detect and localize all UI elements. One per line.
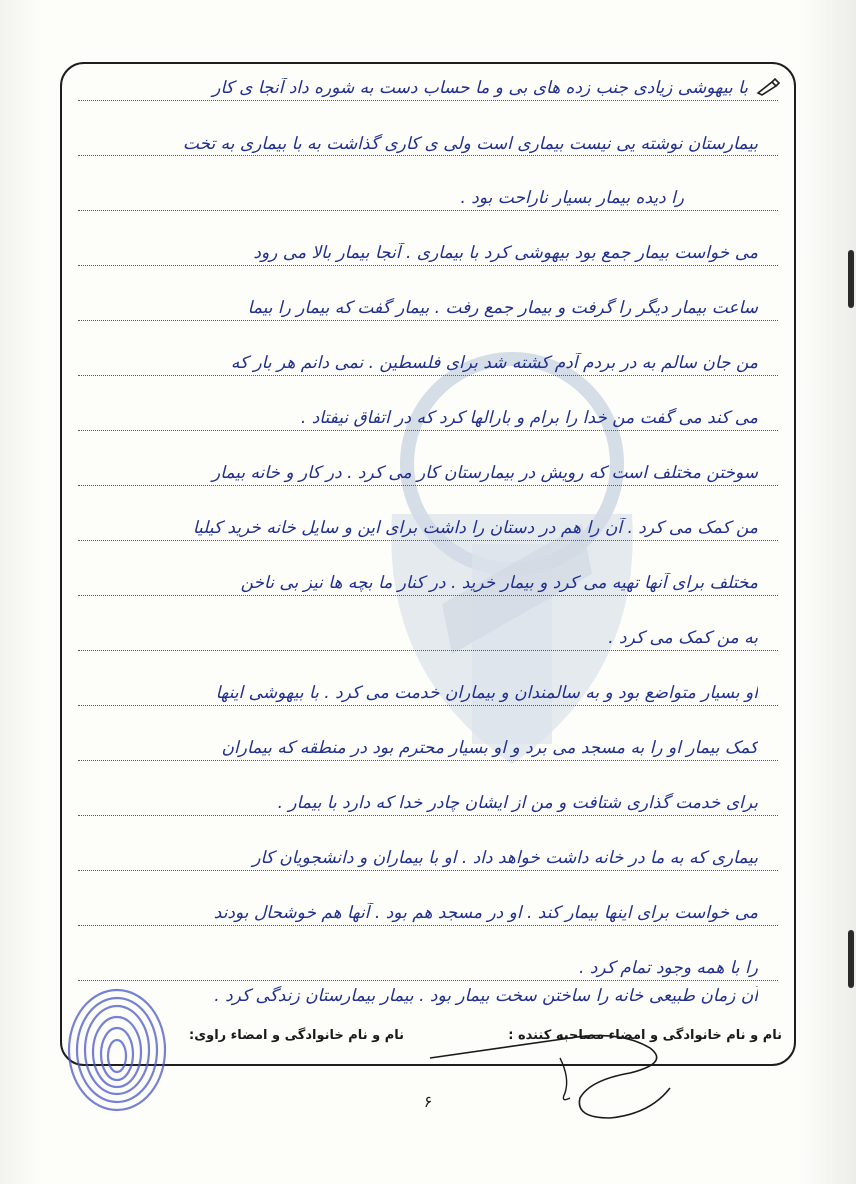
handwritten-line: بیمارستان نوشته یی نیست بیماری است ولی ی کاری گذاشت به با بیماری به تخت	[182, 134, 758, 154]
handwritten-line: من کمک می کرد . آن را هم در دستان را داشت برای این و سایل خانه خرید کیلیا	[192, 518, 758, 538]
handwritten-line: او بسیار متواضع بود و به سالمندان و بیماران خدمت می کرد . با بیهوشی اینها	[215, 683, 758, 703]
handwritten-line: ساعت بیمار دیگر را گرفت و بیمار جمع رفت . بیمار گفت که بیمار را بیما	[247, 298, 758, 318]
ruled-line	[78, 870, 778, 871]
handwritten-line: با بیهوشی زیادی جنب زده های بی و ما حساب دست به شوره داد آنجا ی کار	[212, 78, 748, 98]
handwritten-line: من جان سالم به در بردم آدم کشته شد برای فلسطین . نمی دانم هر بار که	[230, 353, 758, 373]
page-frame	[60, 62, 796, 1066]
ruled-line	[78, 540, 778, 541]
narrator-signature-label: نام و نام خانوادگی و امضاء راوی:	[189, 1028, 404, 1043]
handwritten-line: سوختن مختلف است که رویش در بیمارستان کار می کرد . در کار و خانه بیمار	[212, 463, 758, 483]
ruled-line	[78, 650, 778, 651]
handwritten-line: را دیده بیمار بسیار ناراحت بود .	[460, 188, 684, 208]
ruled-line	[78, 595, 778, 596]
interviewer-signature-label: نام و نام خانوادگی و امضاء مصاحبه کننده :	[508, 1028, 782, 1043]
handwritten-line: می کند می گفت من خدا را برام و بارالها کرد که در اتفاق نیفتاد .	[300, 408, 758, 428]
ruled-line	[78, 760, 778, 761]
pen-icon	[756, 78, 782, 96]
handwritten-line: بیماری که به ما در خانه داشت خواهد داد . او با بیماران و دانشجویان کار	[252, 848, 758, 868]
binder-clip-bottom	[846, 930, 856, 988]
ruled-line	[78, 925, 778, 926]
interviewer-signature	[420, 1018, 680, 1128]
binder-clip-top	[846, 250, 856, 308]
page-number: ۶	[423, 1092, 433, 1111]
handwritten-line: آن زمان طبیعی خانه را ساختن سخت بیمار بود . بیمار بیمارستان زندگی کرد .	[214, 986, 758, 1006]
ruled-line	[78, 375, 778, 376]
ruled-line	[78, 980, 778, 981]
ruled-line	[78, 430, 778, 431]
handwritten-line: برای خدمت گذاری شتافت و من از ایشان چادر خدا که دارد با بیمار .	[277, 793, 758, 813]
handwritten-line: به من کمک می کرد .	[608, 628, 758, 648]
ruled-line	[78, 485, 778, 486]
ruled-line	[78, 155, 778, 156]
handwritten-line: مختلف برای آنها تهیه می کرد و بیمار خرید . در کنار ما بچه ها نیز بی ناخن	[240, 573, 758, 593]
ruled-line	[78, 815, 778, 816]
ruled-line	[78, 320, 778, 321]
handwritten-line: می خواست برای اینها بیمار کند . او در مسجد هم بود . آنها هم خوشحال بودند	[213, 903, 758, 923]
ruled-line	[78, 705, 778, 706]
ruled-line	[78, 265, 778, 266]
handwritten-line: کمک بیمار او را به مسجد می برد و او بسیار محترم بود در منطقه که بیماران	[221, 738, 758, 758]
handwritten-line: می خواست بیمار جمع بود بیهوشی کرد با بیماری . آنجا بیمار بالا می رود	[253, 243, 758, 263]
ruled-line	[78, 100, 778, 101]
ruled-line	[78, 210, 778, 211]
handwritten-line: را با همه وجود تمام کرد .	[579, 958, 758, 978]
